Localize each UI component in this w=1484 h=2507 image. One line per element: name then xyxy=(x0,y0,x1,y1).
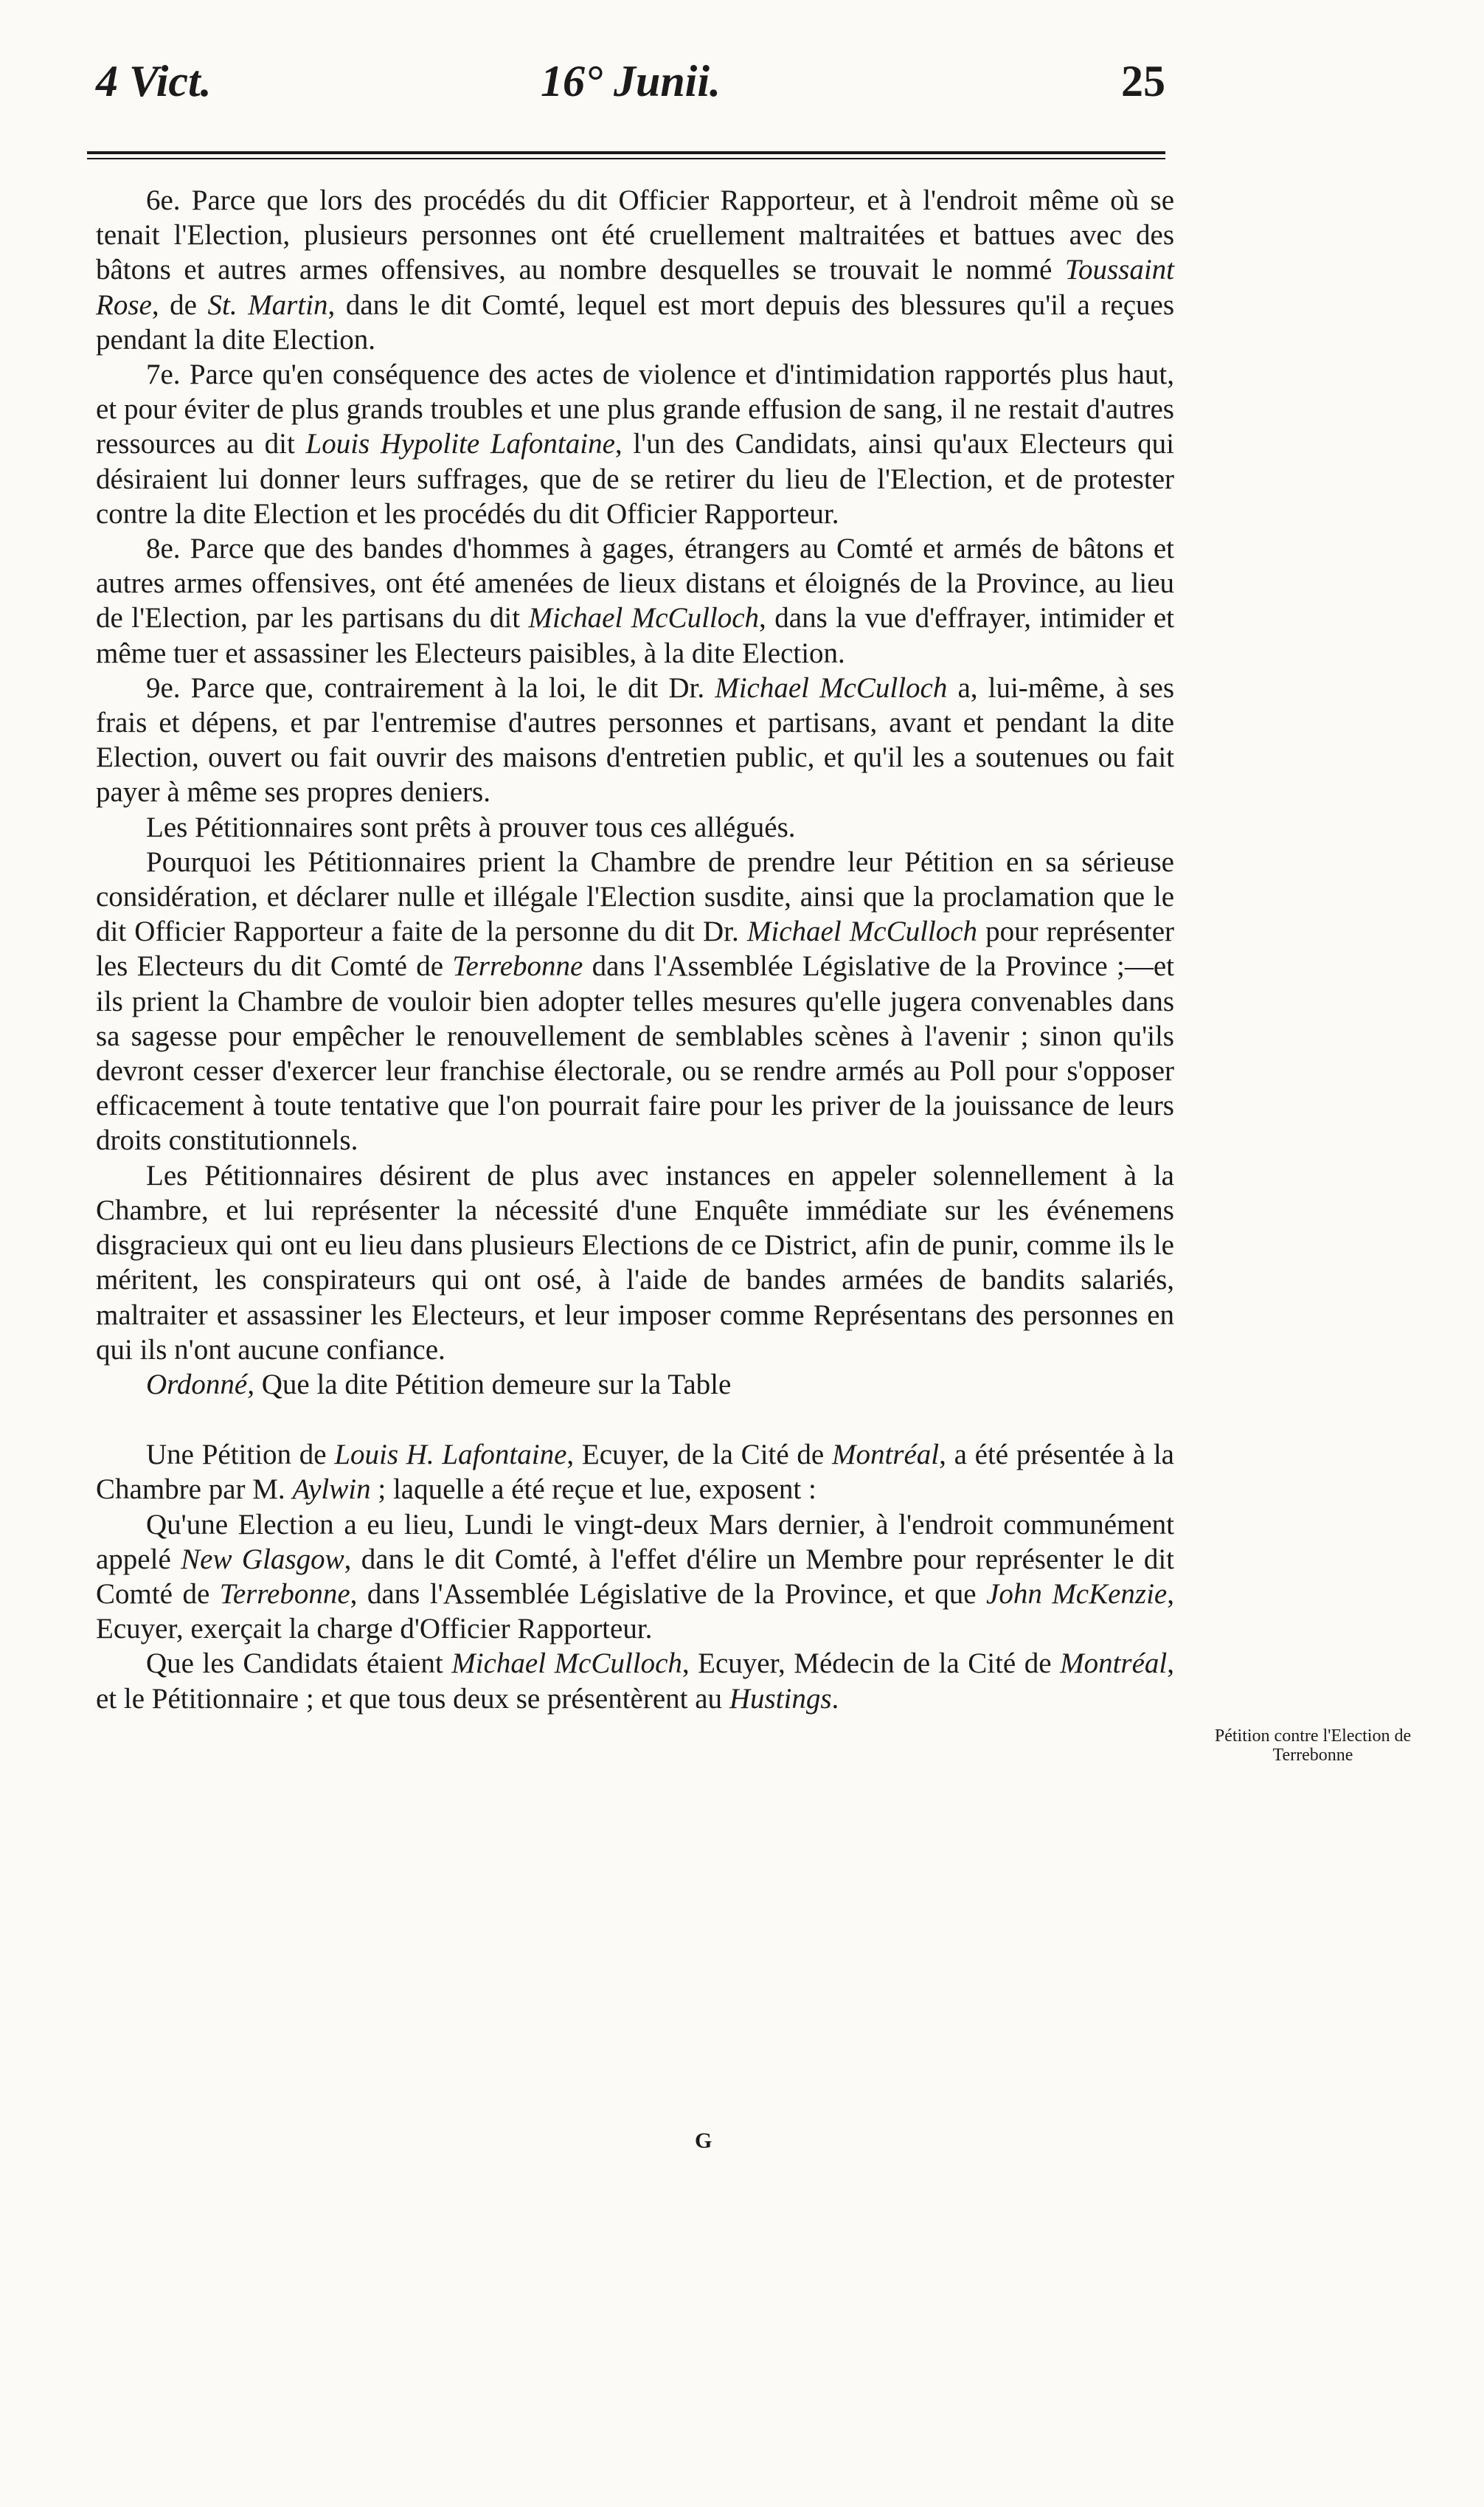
italic-name: Montréal xyxy=(1060,1647,1168,1680)
header-regnal-year: 4 Vict. xyxy=(96,57,212,106)
petition-paragraph: Une Pétition de Louis H. Lafontaine, Ecuyer, de la Cité de Montréal, a été présentée à la Chambre par M. Aylwin ; laquelle a été reçue et lue, exposent : xyxy=(96,1439,1174,1506)
italic-name: Terrebonne xyxy=(452,950,583,983)
italic-name: Terrebonne xyxy=(219,1577,350,1610)
italic-name: John McKenzie xyxy=(986,1577,1168,1610)
paragraph: Qu'une Election a eu lieu, Lundi le vingt-deux Mars dernier, à l'endroit communément appelé New Glasgow, dans le dit Comté, à l'effet d'élire un Membre pour représenter le dit Comté de Terrebonne, dans l'Assemblée Législative de la Province, et que John McKenzie, Ecuyer, exerçait la charge d'Officier Rapporteur. xyxy=(96,1508,1175,1645)
page-number: 25 xyxy=(1121,57,1165,106)
paragraph: Pourquoi les Pétitionnaires prient la Chambre de prendre leur Pétition en sa sérieuse considération, et déclarer nulle et illégale l'Election susdite, ainsi que la proclamation que le dit Officier Rapporteur a faite de la personne du dit Dr. Michael McCulloch pour représenter les Electeurs du dit Comté de Terrebonne dans l'Assemblée Législative de la Province ;—et ils prient la Chambre de vouloir bien adopter telles mesures qu'elle jugera convenables dans sa sagesse pour empêcher le renouvellement de semblables scènes à l'avenir ; sinon qu'ils devront cesser d'exercer leur franchise électorale, ou se rendre armés au Poll pour s'opposer efficacement à toute tentative que l'on pourrait faire pour les priver de la jouissance de leurs droits constitutionnels. xyxy=(96,846,1174,1157)
ordered-line: Ordonné, Que la dite Pétition demeure sur la Table xyxy=(146,1368,732,1400)
italic-name: St. Martin xyxy=(207,288,328,321)
running-header xyxy=(96,52,1165,111)
paragraph: Les Pétitionnaires sont prêts à prouver tous ces allégués. xyxy=(146,811,796,843)
italic-name: Aylwin xyxy=(292,1473,371,1506)
italic-name: Toussaint Rose xyxy=(96,254,1174,321)
paragraph: Les Pétitionnaires désirent de plus avec instances en appeler solennellement à la Chambre, et lui représenter la nécessité d'une Enquête immédiate sur les événemens disgracieux qui ont eu lieu dans plusieurs Elections de ce District, afin de punir, comme ils le méritent, les conspirateurs qui ont osé, à l'aide de bandes armées de bandits salariés, maltraiter et assassiner les Electeurs, et leur imposer comme Représentans des personnes en qui ils n'ont aucune confiance. xyxy=(96,1159,1174,1366)
header-date: 16° Junii. xyxy=(540,57,721,106)
header-rule-thin xyxy=(87,158,1165,159)
paragraph: 9e. Parce que, contrairement à la loi, le dit Dr. Michael McCulloch a, lui-même, à ses frais et dépens, et par l'entremise d'autres personnes et partisans, avant et pendant la dite Election, ouvert ou fait ouvrir des maisons d'entretien public, et qu'il les a soutenues ou fait payer à même ses propres deniers. xyxy=(96,671,1174,809)
italic-name: Louis H. Lafontaine xyxy=(334,1439,567,1471)
margin-note: Pétition contre l'Election de Terrebonne xyxy=(1214,1726,1412,1765)
italic-name: Michael McCulloch xyxy=(715,671,948,704)
italic-name: Ordonné, xyxy=(146,1368,254,1400)
italic-name: Louis Hypolite Lafontaine xyxy=(305,428,615,460)
italic-name: New Glasgow xyxy=(181,1543,344,1575)
paragraph: 7e. Parce qu'en conséquence des actes de violence et d'intimidation rapportés plus haut, et pour éviter de plus grands troubles et une plus grande effusion de sang, il ne restait d'autres ressources au dit Louis Hypolite Lafontaine, l'un des Candidats, ainsi qu'aux Electeurs qui désiraient lui donner leurs suffrages, que de se retirer du lieu de l'Election, et de protester contre la dite Election et les procédés du dit Officier Rapporteur. xyxy=(96,359,1174,530)
page-body xyxy=(96,183,1174,1716)
italic-name: Michael McCulloch xyxy=(528,602,760,634)
paragraph: 8e. Parce que des bandes d'hommes à gages, étrangers au Comté et armés de bâtons et autres armes offensives, ont été amenées de lieux distans et éloignés de la Province, au lieu de l'Election, par les partisans du dit Michael McCulloch, dans la vue d'effrayer, intimider et même tuer et assassiner les Electeurs paisibles, à la dite Election. xyxy=(96,533,1175,669)
italic-name: Michael McCulloch xyxy=(746,916,978,948)
header-rule-thick xyxy=(87,151,1165,154)
italic-name: Hustings xyxy=(729,1682,832,1715)
paragraph: Que les Candidats étaient Michael McCulloch, Ecuyer, Médecin de la Cité de Montréal, et le Pétitionnaire ; et que tous deux se présentèrent au Hustings. xyxy=(96,1647,1174,1715)
italic-name: Montréal xyxy=(831,1439,940,1471)
paragraph: 6e. Parce que lors des procédés du dit Officier Rapporteur, et à l'endroit même où se tenait l'Election, plusieurs personnes ont été cruellement maltraitées et battues avec des bâtons et autres armes offensives, au nombre desquelles se trouvait le nommé Toussaint Rose, de St. Martin, dans le dit Comté, lequel est mort depuis des blessures qu'il a reçues pendant la dite Election. xyxy=(96,184,1174,356)
italic-name: Michael McCulloch xyxy=(451,1647,682,1680)
signature-mark: G xyxy=(695,2129,712,2153)
